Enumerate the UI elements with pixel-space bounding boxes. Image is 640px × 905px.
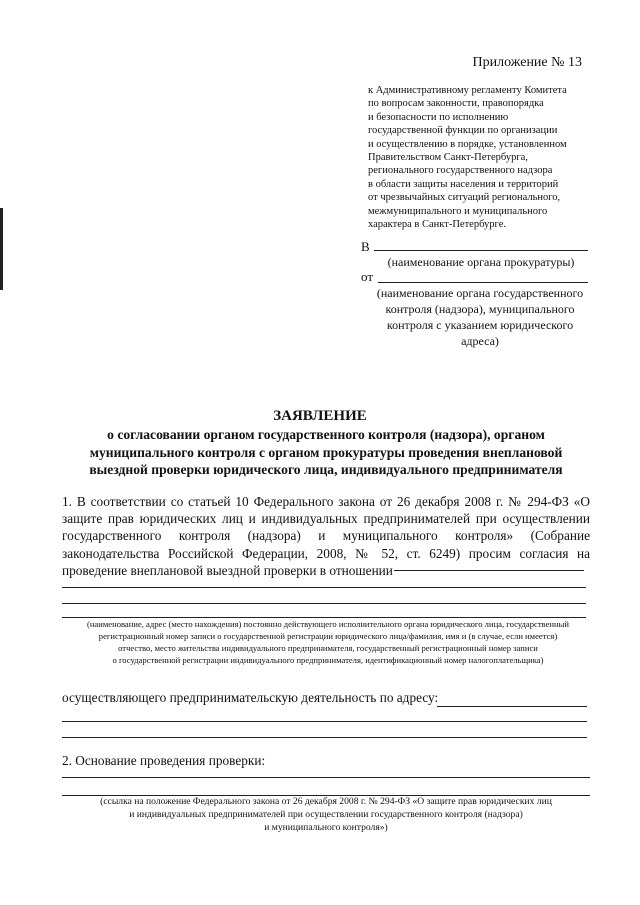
entity-field-line-2[interactable]	[62, 587, 586, 588]
authority-name-field[interactable]	[378, 282, 588, 283]
entity-field-line-3[interactable]	[62, 603, 586, 604]
scan-edge-mark	[0, 208, 3, 290]
document-subtitle: о согласовании органом государственного контроля (надзора), органом муниципального контроля с органом прокуратуры проведения внеплановой выездной проверки юридического лица, индивидуального предпринимателя	[89, 427, 563, 478]
document-title: ЗАЯВЛЕНИЕ	[273, 408, 367, 424]
address-field-line-2[interactable]	[62, 721, 587, 722]
appendix-number: Приложение № 13	[472, 55, 582, 70]
address-label: осуществляющего предпринимательскую деятельность по адресу:	[62, 690, 439, 705]
basis-field-line-1[interactable]	[62, 777, 590, 778]
regulation-reference: к Административному регламенту Комитета по вопросам законности, правопорядка и безопасности по исполнению государственной функции по организации и осуществлению в порядке, установленном Правительством Санкт-Петербурга, регионального государственного надзора в области защиты населения и территорий от чрезвычайных ситуаций регионального, межмуниципального и муниципального характера в Санкт-Петербурге.	[368, 85, 567, 231]
entity-caption: (наименование, адрес (место нахождения) постоянно действующего исполнительного органа юридического лица, государственный регистрационный номер записи о государственной регистрации юридического лица/фамилия, имя и (в случае, если имеется) отчество, место жительства индивидуального предпринимателя, государственный регистрационный номер записи о государственной регистрации индивидуального предпринимателя, идентификационный номер налогоплательщика)	[86, 619, 570, 665]
basis-caption: (ссылка на положение Федерального закона от 26 декабря 2008 г. № 294-ФЗ «О защите прав юридических лиц и индивидуальных предпринимателей при осуществлении государственного контроля (надзора) и муниципального контроля»)	[100, 796, 552, 833]
entity-field-inline[interactable]	[394, 570, 584, 571]
authority-caption: (наименование органа государственного контроля (надзора), муниципального контроля с указанием юридического адреса)	[376, 286, 584, 348]
address-field-inline[interactable]	[437, 706, 587, 707]
prosecutor-name-field[interactable]	[374, 250, 588, 251]
address-field-line-3[interactable]	[62, 737, 587, 738]
from-label: от	[361, 269, 374, 284]
paragraph-1: 1. В соответствии со статьей 10 Федерального закона от 26 декабря 2008 г. № 294-ФЗ «О защите прав юридических лиц и индивидуальных предпринимателей при осуществлении государственного контроля (надзора) и муниципального контроля» (Собрание законодательства Российской Федерации, 2008, № 52, ст. 6249) просим согласия на проведение внеплановой выездной проверки в отношении	[62, 494, 590, 578]
to-label: В	[361, 239, 370, 254]
prosecutor-caption: (наименование органа прокуратуры)	[387, 255, 575, 269]
section-2-heading: 2. Основание проведения проверки:	[62, 753, 266, 768]
